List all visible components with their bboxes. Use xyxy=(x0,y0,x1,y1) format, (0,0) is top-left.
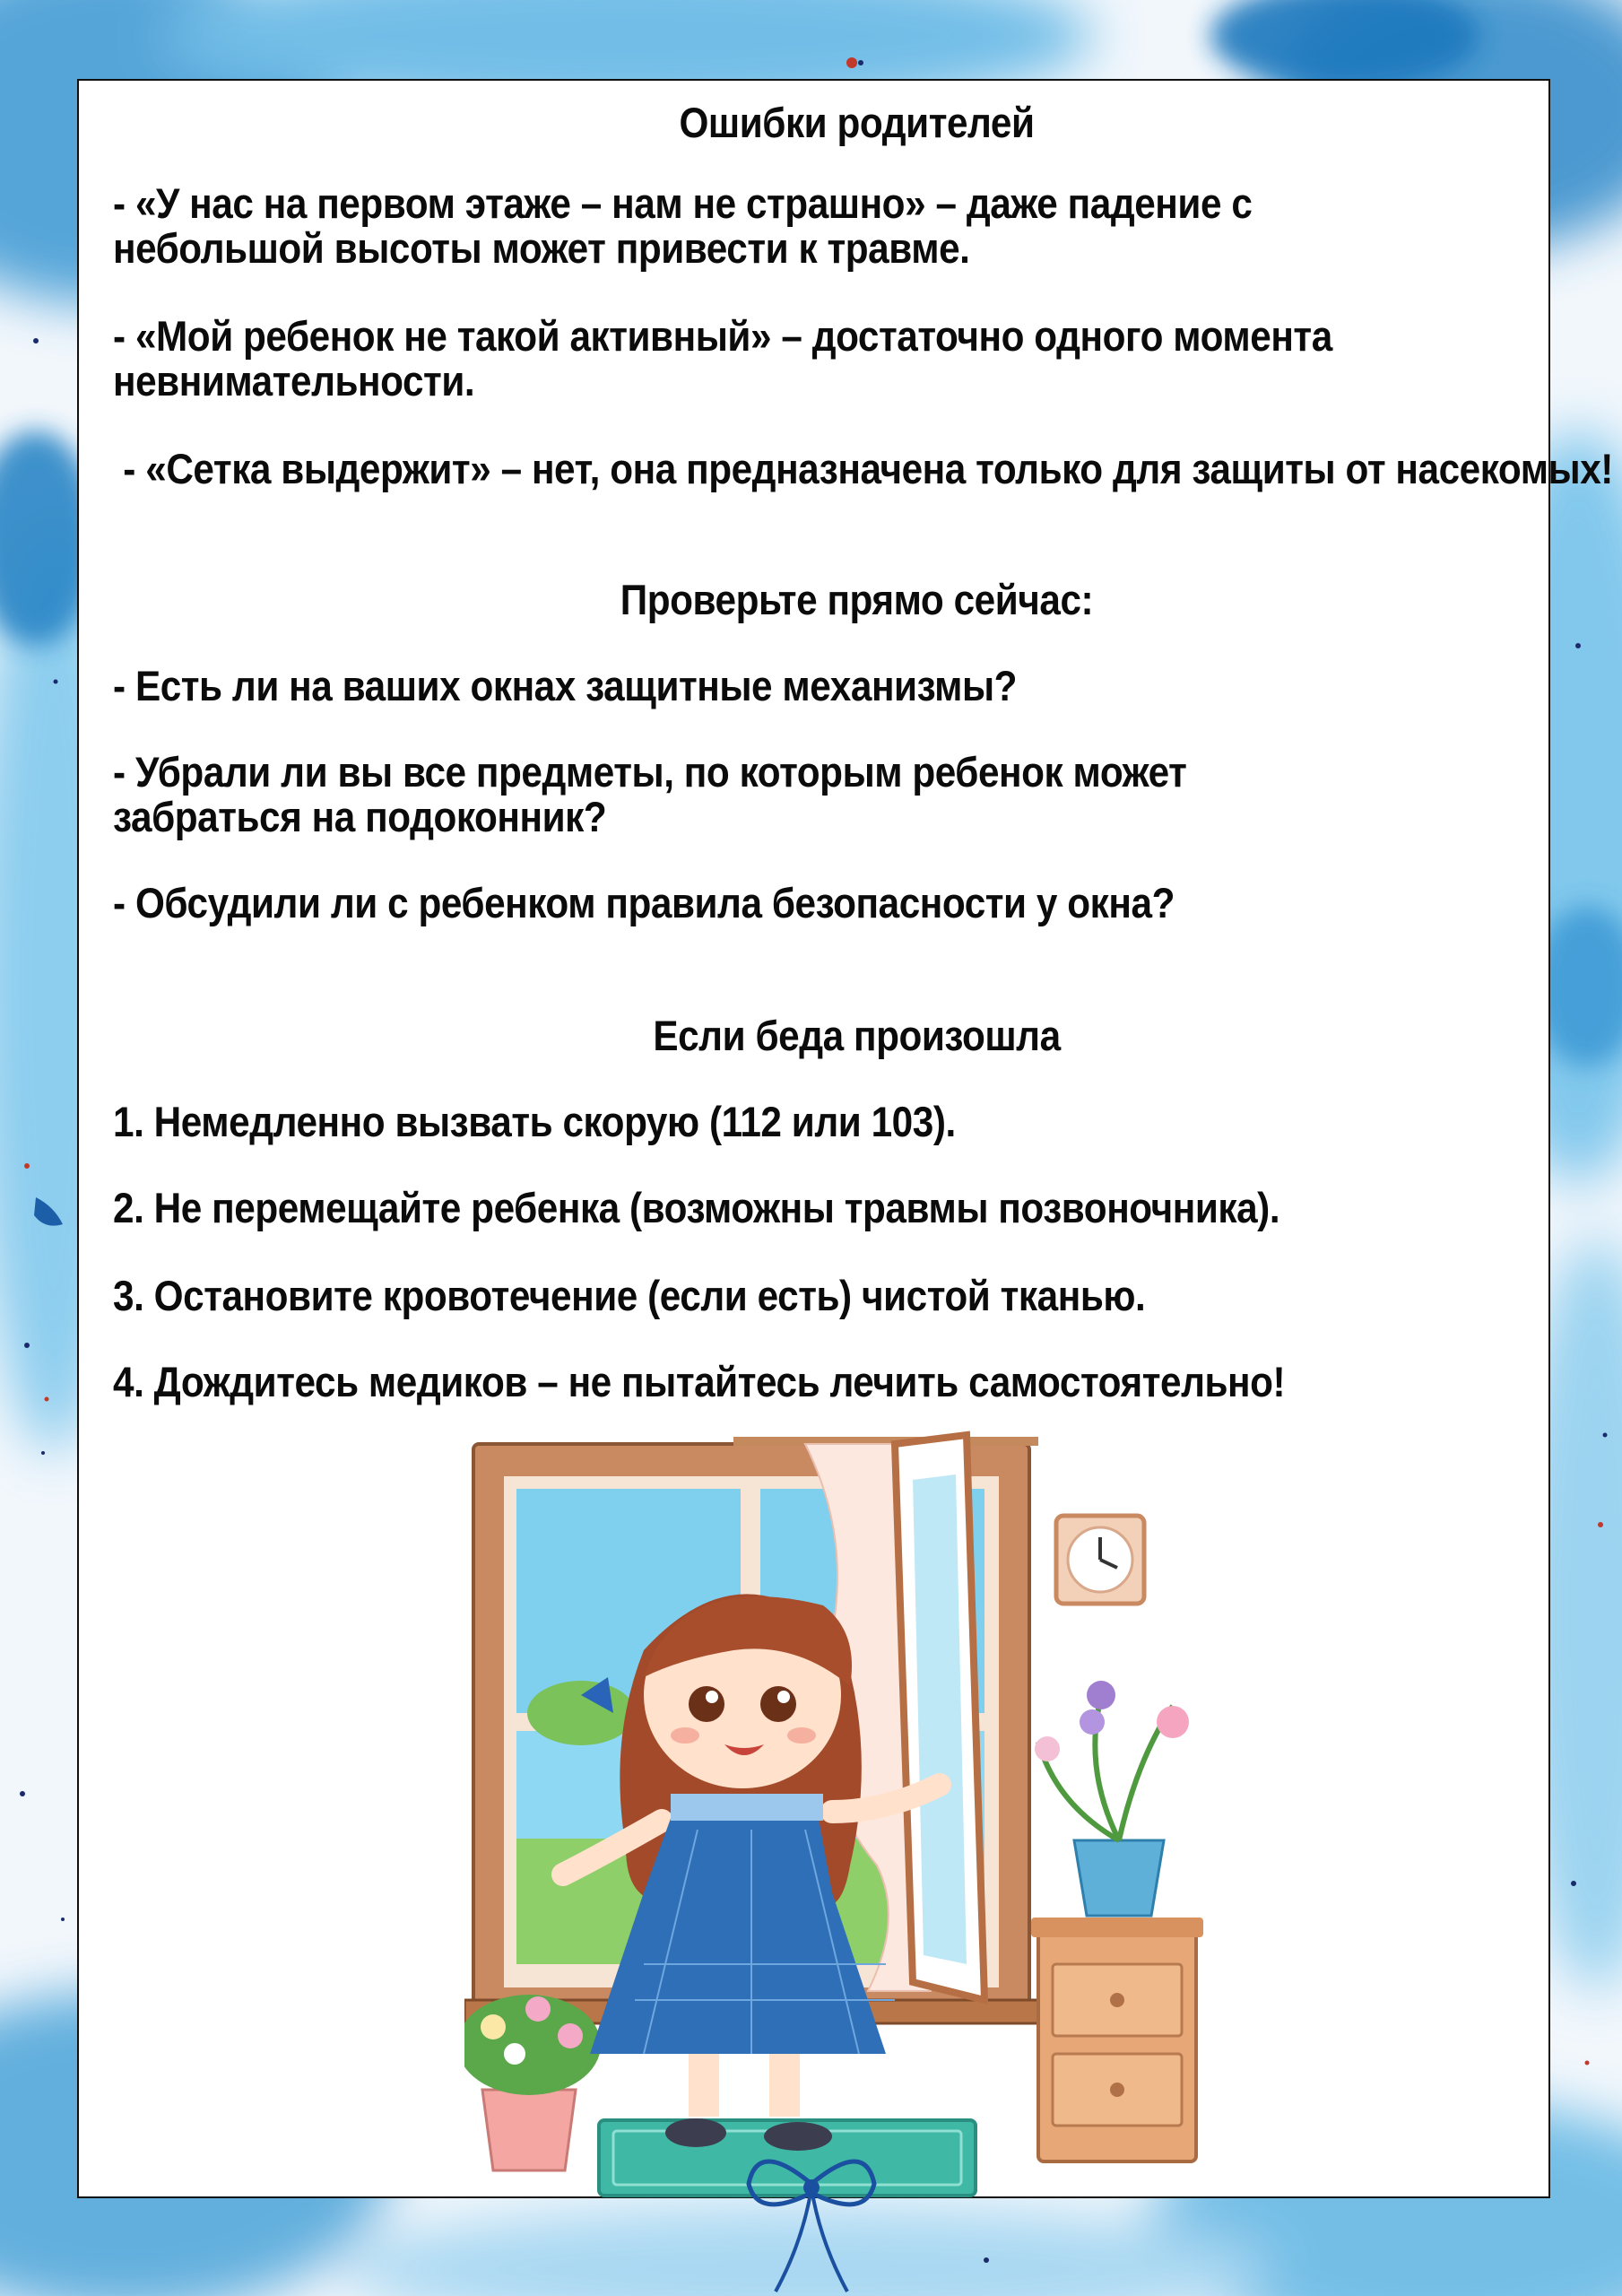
emergency-heading: Если беда произошла xyxy=(653,1012,1061,1059)
emergency-step: 1. Немедленно вызвать скорую (112 или 103). xyxy=(113,1098,956,1145)
check-item: - Есть ли на ваших окнах защитные механизмы? xyxy=(113,662,1018,709)
flower-pot-icon xyxy=(464,1995,601,2170)
check-heading: Проверьте прямо сейчас: xyxy=(620,576,1094,623)
ribbon-bow-icon xyxy=(731,2148,892,2296)
clock-icon xyxy=(1056,1516,1144,1604)
emergency-step: 2. Не перемещайте ребенка (возможны травмы позвоночника). xyxy=(113,1184,1280,1231)
info-card xyxy=(77,79,1613,2198)
check-item: - Обсудили ли с ребенком правила безопасности у окна? xyxy=(113,879,1175,926)
emergency-step: 3. Остановите кровотечение (если есть) чистой тканью. xyxy=(113,1272,1146,1319)
mistake-item: - «Мой ребенок не такой активный» – достаточно одного момента невнимательности. xyxy=(113,312,1332,404)
flower-pot-icon xyxy=(1035,1681,1189,1916)
check-item: - Убрали ли вы все предметы, по которым ребенок может забраться на подоконник? xyxy=(113,748,1187,840)
mistakes-heading: Ошибки родителей xyxy=(679,99,1035,146)
mistake-item: - «У нас на первом этаже – нам не страшно» – даже падение с небольшой высоты может привести к травме. xyxy=(113,179,1253,272)
girl-illustration xyxy=(464,1426,1316,2197)
nightstand-icon xyxy=(1031,1918,1203,2161)
mistake-item: - «Сетка выдержит» – нет, она предназначена только для защиты от насекомых! xyxy=(113,445,1613,492)
emergency-step: 4. Дождитесь медиков – не пытайтесь лечить самостоятельно! xyxy=(113,1358,1286,1405)
